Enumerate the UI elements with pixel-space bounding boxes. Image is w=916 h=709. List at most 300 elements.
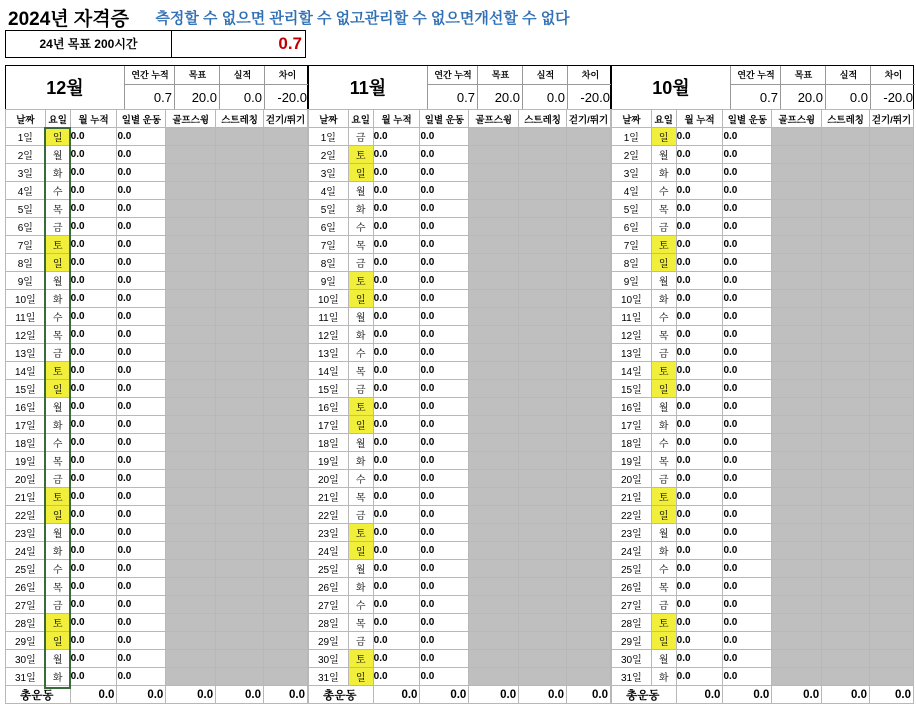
- golf-swing-cell[interactable]: [772, 326, 822, 344]
- daily-exercise[interactable]: 0.0: [117, 200, 166, 218]
- day-of-week[interactable]: 일: [45, 506, 70, 524]
- day-date[interactable]: 13일: [612, 344, 652, 362]
- month-cumulative[interactable]: 0.0: [373, 560, 420, 578]
- walk-run-cell[interactable]: [567, 128, 611, 146]
- day-of-week[interactable]: 화: [45, 290, 70, 308]
- summary-value-target[interactable]: 20.0: [780, 84, 825, 110]
- walk-run-cell[interactable]: [870, 146, 914, 164]
- month-cumulative[interactable]: 0.0: [70, 200, 117, 218]
- stretching-cell[interactable]: [822, 398, 870, 416]
- golf-swing-cell[interactable]: [469, 596, 519, 614]
- column-header-4[interactable]: 골프스윙: [772, 110, 822, 128]
- day-date[interactable]: 29일: [6, 632, 46, 650]
- daily-exercise[interactable]: 0.0: [723, 578, 772, 596]
- day-date[interactable]: 18일: [309, 434, 349, 452]
- stretching-cell[interactable]: [519, 344, 567, 362]
- stretching-cell[interactable]: [216, 470, 264, 488]
- month-cumulative[interactable]: 0.0: [676, 560, 723, 578]
- daily-exercise[interactable]: 0.0: [117, 632, 166, 650]
- month-cumulative[interactable]: 0.0: [676, 452, 723, 470]
- day-of-week[interactable]: 일: [348, 164, 373, 182]
- month-cumulative[interactable]: 0.0: [676, 308, 723, 326]
- column-header-1[interactable]: 요일: [45, 110, 70, 128]
- daily-exercise[interactable]: 0.0: [420, 452, 469, 470]
- stretching-cell[interactable]: [216, 632, 264, 650]
- stretching-cell[interactable]: [519, 488, 567, 506]
- walk-run-cell[interactable]: [264, 434, 308, 452]
- summary-label-target[interactable]: 목표: [174, 66, 220, 84]
- stretching-cell[interactable]: [519, 218, 567, 236]
- day-of-week[interactable]: 일: [651, 506, 676, 524]
- stretching-cell[interactable]: [519, 452, 567, 470]
- daily-exercise[interactable]: 0.0: [420, 128, 469, 146]
- total-value-3[interactable]: 0.0: [519, 686, 567, 704]
- day-date[interactable]: 28일: [6, 614, 46, 632]
- walk-run-cell[interactable]: [567, 398, 611, 416]
- month-cumulative[interactable]: 0.0: [373, 272, 420, 290]
- golf-swing-cell[interactable]: [469, 650, 519, 668]
- day-date[interactable]: 3일: [309, 164, 349, 182]
- daily-exercise[interactable]: 0.0: [723, 236, 772, 254]
- day-date[interactable]: 24일: [309, 542, 349, 560]
- month-cumulative[interactable]: 0.0: [676, 488, 723, 506]
- day-date[interactable]: 10일: [6, 290, 46, 308]
- walk-run-cell[interactable]: [870, 290, 914, 308]
- month-cumulative[interactable]: 0.0: [373, 200, 420, 218]
- walk-run-cell[interactable]: [264, 488, 308, 506]
- golf-swing-cell[interactable]: [772, 560, 822, 578]
- day-date[interactable]: 3일: [612, 164, 652, 182]
- day-date[interactable]: 30일: [6, 650, 46, 668]
- walk-run-cell[interactable]: [264, 668, 308, 686]
- month-cumulative[interactable]: 0.0: [373, 650, 420, 668]
- walk-run-cell[interactable]: [567, 290, 611, 308]
- day-date[interactable]: 11일: [6, 308, 46, 326]
- golf-swing-cell[interactable]: [166, 164, 216, 182]
- month-cumulative[interactable]: 0.0: [70, 218, 117, 236]
- stretching-cell[interactable]: [519, 542, 567, 560]
- golf-swing-cell[interactable]: [166, 578, 216, 596]
- month-cumulative[interactable]: 0.0: [676, 146, 723, 164]
- month-cumulative[interactable]: 0.0: [676, 326, 723, 344]
- golf-swing-cell[interactable]: [772, 164, 822, 182]
- golf-swing-cell[interactable]: [166, 146, 216, 164]
- month-cumulative[interactable]: 0.0: [373, 398, 420, 416]
- day-date[interactable]: 16일: [612, 398, 652, 416]
- golf-swing-cell[interactable]: [166, 668, 216, 686]
- column-header-0[interactable]: 날짜: [612, 110, 652, 128]
- golf-swing-cell[interactable]: [772, 380, 822, 398]
- walk-run-cell[interactable]: [567, 434, 611, 452]
- daily-exercise[interactable]: 0.0: [117, 272, 166, 290]
- stretching-cell[interactable]: [519, 650, 567, 668]
- month-cumulative[interactable]: 0.0: [373, 416, 420, 434]
- month-cumulative[interactable]: 0.0: [373, 362, 420, 380]
- day-of-week[interactable]: 화: [651, 668, 676, 686]
- month-cumulative[interactable]: 0.0: [70, 488, 117, 506]
- month-cumulative[interactable]: 0.0: [676, 524, 723, 542]
- stretching-cell[interactable]: [519, 398, 567, 416]
- daily-exercise[interactable]: 0.0: [420, 596, 469, 614]
- walk-run-cell[interactable]: [870, 398, 914, 416]
- column-header-3[interactable]: 일별 운동: [723, 110, 772, 128]
- daily-exercise[interactable]: 0.0: [723, 254, 772, 272]
- stretching-cell[interactable]: [519, 272, 567, 290]
- day-date[interactable]: 31일: [612, 668, 652, 686]
- stretching-cell[interactable]: [519, 254, 567, 272]
- stretching-cell[interactable]: [822, 560, 870, 578]
- daily-exercise[interactable]: 0.0: [420, 254, 469, 272]
- daily-exercise[interactable]: 0.0: [420, 218, 469, 236]
- golf-swing-cell[interactable]: [166, 542, 216, 560]
- walk-run-cell[interactable]: [264, 632, 308, 650]
- month-cumulative[interactable]: 0.0: [676, 182, 723, 200]
- month-cumulative[interactable]: 0.0: [373, 542, 420, 560]
- summary-label-annual[interactable]: 연간 누적: [124, 66, 175, 84]
- walk-run-cell[interactable]: [567, 254, 611, 272]
- day-of-week[interactable]: 목: [348, 236, 373, 254]
- month-cumulative[interactable]: 0.0: [676, 470, 723, 488]
- daily-exercise[interactable]: 0.0: [117, 146, 166, 164]
- summary-label-diff[interactable]: 차이: [567, 66, 613, 84]
- day-date[interactable]: 14일: [612, 362, 652, 380]
- daily-exercise[interactable]: 0.0: [117, 326, 166, 344]
- golf-swing-cell[interactable]: [772, 578, 822, 596]
- walk-run-cell[interactable]: [870, 308, 914, 326]
- day-of-week[interactable]: 금: [651, 470, 676, 488]
- day-of-week[interactable]: 토: [348, 146, 373, 164]
- month-cumulative[interactable]: 0.0: [676, 362, 723, 380]
- day-of-week[interactable]: 토: [651, 362, 676, 380]
- walk-run-cell[interactable]: [567, 506, 611, 524]
- day-date[interactable]: 20일: [612, 470, 652, 488]
- daily-exercise[interactable]: 0.0: [117, 416, 166, 434]
- total-value-3[interactable]: 0.0: [822, 686, 870, 704]
- month-cumulative[interactable]: 0.0: [70, 236, 117, 254]
- daily-exercise[interactable]: 0.0: [723, 380, 772, 398]
- summary-value-target[interactable]: 20.0: [174, 84, 219, 110]
- daily-exercise[interactable]: 0.0: [420, 578, 469, 596]
- month-cumulative[interactable]: 0.0: [373, 164, 420, 182]
- stretching-cell[interactable]: [822, 506, 870, 524]
- column-header-0[interactable]: 날짜: [6, 110, 46, 128]
- day-date[interactable]: 26일: [6, 578, 46, 596]
- column-header-3[interactable]: 일별 운동: [117, 110, 166, 128]
- month-cumulative[interactable]: 0.0: [373, 632, 420, 650]
- column-header-1[interactable]: 요일: [651, 110, 676, 128]
- day-date[interactable]: 23일: [309, 524, 349, 542]
- walk-run-cell[interactable]: [264, 200, 308, 218]
- day-of-week[interactable]: 월: [45, 650, 70, 668]
- month-cumulative[interactable]: 0.0: [70, 434, 117, 452]
- walk-run-cell[interactable]: [567, 344, 611, 362]
- month-cumulative[interactable]: 0.0: [70, 596, 117, 614]
- day-date[interactable]: 7일: [612, 236, 652, 254]
- stretching-cell[interactable]: [216, 308, 264, 326]
- month-cumulative[interactable]: 0.0: [373, 290, 420, 308]
- day-date[interactable]: 12일: [6, 326, 46, 344]
- walk-run-cell[interactable]: [264, 362, 308, 380]
- day-date[interactable]: 23일: [6, 524, 46, 542]
- day-date[interactable]: 18일: [6, 434, 46, 452]
- daily-exercise[interactable]: 0.0: [723, 326, 772, 344]
- golf-swing-cell[interactable]: [166, 398, 216, 416]
- walk-run-cell[interactable]: [567, 614, 611, 632]
- month-cumulative[interactable]: 0.0: [373, 236, 420, 254]
- month-cumulative[interactable]: 0.0: [373, 146, 420, 164]
- daily-exercise[interactable]: 0.0: [723, 524, 772, 542]
- stretching-cell[interactable]: [519, 578, 567, 596]
- stretching-cell[interactable]: [216, 452, 264, 470]
- day-date[interactable]: 25일: [309, 560, 349, 578]
- summary-value-target[interactable]: 20.0: [477, 84, 522, 110]
- column-header-2[interactable]: 월 누적: [373, 110, 420, 128]
- daily-exercise[interactable]: 0.0: [420, 650, 469, 668]
- stretching-cell[interactable]: [822, 236, 870, 254]
- golf-swing-cell[interactable]: [469, 434, 519, 452]
- day-date[interactable]: 12일: [309, 326, 349, 344]
- day-of-week[interactable]: 토: [348, 398, 373, 416]
- golf-swing-cell[interactable]: [166, 254, 216, 272]
- month-cumulative[interactable]: 0.0: [70, 290, 117, 308]
- daily-exercise[interactable]: 0.0: [723, 344, 772, 362]
- day-date[interactable]: 22일: [309, 506, 349, 524]
- walk-run-cell[interactable]: [264, 578, 308, 596]
- daily-exercise[interactable]: 0.0: [420, 308, 469, 326]
- walk-run-cell[interactable]: [567, 596, 611, 614]
- golf-swing-cell[interactable]: [772, 218, 822, 236]
- daily-exercise[interactable]: 0.0: [420, 488, 469, 506]
- daily-exercise[interactable]: 0.0: [420, 668, 469, 686]
- golf-swing-cell[interactable]: [166, 218, 216, 236]
- daily-exercise[interactable]: 0.0: [420, 272, 469, 290]
- day-date[interactable]: 10일: [309, 290, 349, 308]
- walk-run-cell[interactable]: [264, 344, 308, 362]
- golf-swing-cell[interactable]: [166, 416, 216, 434]
- stretching-cell[interactable]: [216, 650, 264, 668]
- day-of-week[interactable]: 목: [651, 200, 676, 218]
- golf-swing-cell[interactable]: [772, 668, 822, 686]
- daily-exercise[interactable]: 0.0: [117, 578, 166, 596]
- golf-swing-cell[interactable]: [166, 506, 216, 524]
- month-cumulative[interactable]: 0.0: [70, 362, 117, 380]
- walk-run-cell[interactable]: [870, 272, 914, 290]
- day-of-week[interactable]: 일: [348, 542, 373, 560]
- day-of-week[interactable]: 토: [348, 272, 373, 290]
- month-cumulative[interactable]: 0.0: [70, 470, 117, 488]
- walk-run-cell[interactable]: [264, 164, 308, 182]
- day-of-week[interactable]: 목: [45, 578, 70, 596]
- daily-exercise[interactable]: 0.0: [420, 200, 469, 218]
- golf-swing-cell[interactable]: [469, 578, 519, 596]
- daily-exercise[interactable]: 0.0: [723, 200, 772, 218]
- stretching-cell[interactable]: [216, 254, 264, 272]
- stretching-cell[interactable]: [216, 218, 264, 236]
- golf-swing-cell[interactable]: [772, 452, 822, 470]
- daily-exercise[interactable]: 0.0: [420, 236, 469, 254]
- daily-exercise[interactable]: 0.0: [723, 452, 772, 470]
- walk-run-cell[interactable]: [567, 452, 611, 470]
- walk-run-cell[interactable]: [567, 650, 611, 668]
- day-date[interactable]: 4일: [612, 182, 652, 200]
- golf-swing-cell[interactable]: [772, 290, 822, 308]
- walk-run-cell[interactable]: [567, 236, 611, 254]
- stretching-cell[interactable]: [216, 560, 264, 578]
- walk-run-cell[interactable]: [870, 614, 914, 632]
- daily-exercise[interactable]: 0.0: [117, 650, 166, 668]
- daily-exercise[interactable]: 0.0: [420, 380, 469, 398]
- day-of-week[interactable]: 금: [45, 218, 70, 236]
- stretching-cell[interactable]: [519, 380, 567, 398]
- daily-exercise[interactable]: 0.0: [723, 650, 772, 668]
- stretching-cell[interactable]: [822, 452, 870, 470]
- day-of-week[interactable]: 토: [651, 614, 676, 632]
- month-cumulative[interactable]: 0.0: [70, 308, 117, 326]
- month-cumulative[interactable]: 0.0: [373, 524, 420, 542]
- stretching-cell[interactable]: [519, 236, 567, 254]
- walk-run-cell[interactable]: [264, 254, 308, 272]
- month-cumulative[interactable]: 0.0: [373, 668, 420, 686]
- total-value-1[interactable]: 0.0: [117, 686, 166, 704]
- golf-swing-cell[interactable]: [469, 344, 519, 362]
- stretching-cell[interactable]: [822, 596, 870, 614]
- golf-swing-cell[interactable]: [469, 128, 519, 146]
- golf-swing-cell[interactable]: [469, 398, 519, 416]
- walk-run-cell[interactable]: [567, 416, 611, 434]
- stretching-cell[interactable]: [519, 200, 567, 218]
- walk-run-cell[interactable]: [264, 218, 308, 236]
- walk-run-cell[interactable]: [264, 398, 308, 416]
- daily-exercise[interactable]: 0.0: [723, 272, 772, 290]
- stretching-cell[interactable]: [822, 128, 870, 146]
- month-cumulative[interactable]: 0.0: [70, 254, 117, 272]
- stretching-cell[interactable]: [822, 200, 870, 218]
- daily-exercise[interactable]: 0.0: [117, 506, 166, 524]
- day-date[interactable]: 5일: [309, 200, 349, 218]
- summary-value-annual[interactable]: 0.7: [124, 84, 174, 110]
- day-date[interactable]: 25일: [6, 560, 46, 578]
- golf-swing-cell[interactable]: [772, 488, 822, 506]
- month-cumulative[interactable]: 0.0: [676, 632, 723, 650]
- month-cumulative[interactable]: 0.0: [373, 470, 420, 488]
- stretching-cell[interactable]: [216, 200, 264, 218]
- stretching-cell[interactable]: [519, 416, 567, 434]
- month-cumulative[interactable]: 0.0: [70, 524, 117, 542]
- day-date[interactable]: 5일: [612, 200, 652, 218]
- day-of-week[interactable]: 일: [45, 254, 70, 272]
- walk-run-cell[interactable]: [870, 218, 914, 236]
- day-date[interactable]: 2일: [6, 146, 46, 164]
- day-of-week[interactable]: 화: [45, 164, 70, 182]
- day-date[interactable]: 28일: [309, 614, 349, 632]
- walk-run-cell[interactable]: [870, 200, 914, 218]
- stretching-cell[interactable]: [216, 146, 264, 164]
- stretching-cell[interactable]: [216, 164, 264, 182]
- day-date[interactable]: 27일: [612, 596, 652, 614]
- day-date[interactable]: 17일: [309, 416, 349, 434]
- day-date[interactable]: 16일: [309, 398, 349, 416]
- summary-value-diff[interactable]: -20.0: [264, 84, 309, 110]
- total-value-1[interactable]: 0.0: [723, 686, 772, 704]
- golf-swing-cell[interactable]: [166, 380, 216, 398]
- walk-run-cell[interactable]: [870, 326, 914, 344]
- daily-exercise[interactable]: 0.0: [117, 668, 166, 686]
- day-date[interactable]: 11일: [612, 308, 652, 326]
- walk-run-cell[interactable]: [264, 290, 308, 308]
- daily-exercise[interactable]: 0.0: [117, 290, 166, 308]
- day-of-week[interactable]: 토: [348, 650, 373, 668]
- day-of-week[interactable]: 화: [348, 200, 373, 218]
- month-cumulative[interactable]: 0.0: [373, 128, 420, 146]
- day-date[interactable]: 24일: [612, 542, 652, 560]
- day-of-week[interactable]: 일: [348, 416, 373, 434]
- golf-swing-cell[interactable]: [772, 470, 822, 488]
- day-of-week[interactable]: 월: [45, 398, 70, 416]
- column-header-6[interactable]: 걷기/뛰기: [870, 110, 914, 128]
- day-date[interactable]: 20일: [309, 470, 349, 488]
- golf-swing-cell[interactable]: [166, 470, 216, 488]
- walk-run-cell[interactable]: [264, 650, 308, 668]
- stretching-cell[interactable]: [519, 560, 567, 578]
- month-cumulative[interactable]: 0.0: [70, 650, 117, 668]
- daily-exercise[interactable]: 0.0: [723, 614, 772, 632]
- total-value-2[interactable]: 0.0: [469, 686, 519, 704]
- day-date[interactable]: 22일: [6, 506, 46, 524]
- walk-run-cell[interactable]: [567, 560, 611, 578]
- summary-label-annual[interactable]: 연간 누적: [730, 66, 781, 84]
- month-cumulative[interactable]: 0.0: [373, 596, 420, 614]
- golf-swing-cell[interactable]: [166, 326, 216, 344]
- month-cumulative[interactable]: 0.0: [70, 632, 117, 650]
- month-cumulative[interactable]: 0.0: [676, 200, 723, 218]
- day-date[interactable]: 8일: [6, 254, 46, 272]
- daily-exercise[interactable]: 0.0: [117, 344, 166, 362]
- stretching-cell[interactable]: [519, 614, 567, 632]
- month-cumulative[interactable]: 0.0: [676, 614, 723, 632]
- month-cumulative[interactable]: 0.0: [70, 326, 117, 344]
- golf-swing-cell[interactable]: [469, 146, 519, 164]
- golf-swing-cell[interactable]: [469, 236, 519, 254]
- daily-exercise[interactable]: 0.0: [723, 398, 772, 416]
- day-date[interactable]: 2일: [612, 146, 652, 164]
- day-of-week[interactable]: 월: [651, 650, 676, 668]
- summary-value-actual[interactable]: 0.0: [522, 84, 567, 110]
- month-cumulative[interactable]: 0.0: [70, 344, 117, 362]
- walk-run-cell[interactable]: [567, 632, 611, 650]
- stretching-cell[interactable]: [216, 488, 264, 506]
- stretching-cell[interactable]: [216, 362, 264, 380]
- walk-run-cell[interactable]: [567, 146, 611, 164]
- day-of-week[interactable]: 목: [651, 452, 676, 470]
- walk-run-cell[interactable]: [264, 596, 308, 614]
- day-date[interactable]: 1일: [6, 128, 46, 146]
- golf-swing-cell[interactable]: [166, 290, 216, 308]
- golf-swing-cell[interactable]: [469, 542, 519, 560]
- day-date[interactable]: 5일: [6, 200, 46, 218]
- summary-label-annual[interactable]: 연간 누적: [427, 66, 478, 84]
- day-of-week[interactable]: 수: [651, 434, 676, 452]
- day-of-week[interactable]: 금: [348, 254, 373, 272]
- golf-swing-cell[interactable]: [166, 614, 216, 632]
- daily-exercise[interactable]: 0.0: [420, 470, 469, 488]
- summary-label-target[interactable]: 목표: [477, 66, 523, 84]
- day-date[interactable]: 30일: [309, 650, 349, 668]
- day-of-week[interactable]: 목: [45, 326, 70, 344]
- total-value-4[interactable]: 0.0: [567, 686, 611, 704]
- day-date[interactable]: 7일: [6, 236, 46, 254]
- day-of-week[interactable]: 토: [651, 488, 676, 506]
- golf-swing-cell[interactable]: [772, 308, 822, 326]
